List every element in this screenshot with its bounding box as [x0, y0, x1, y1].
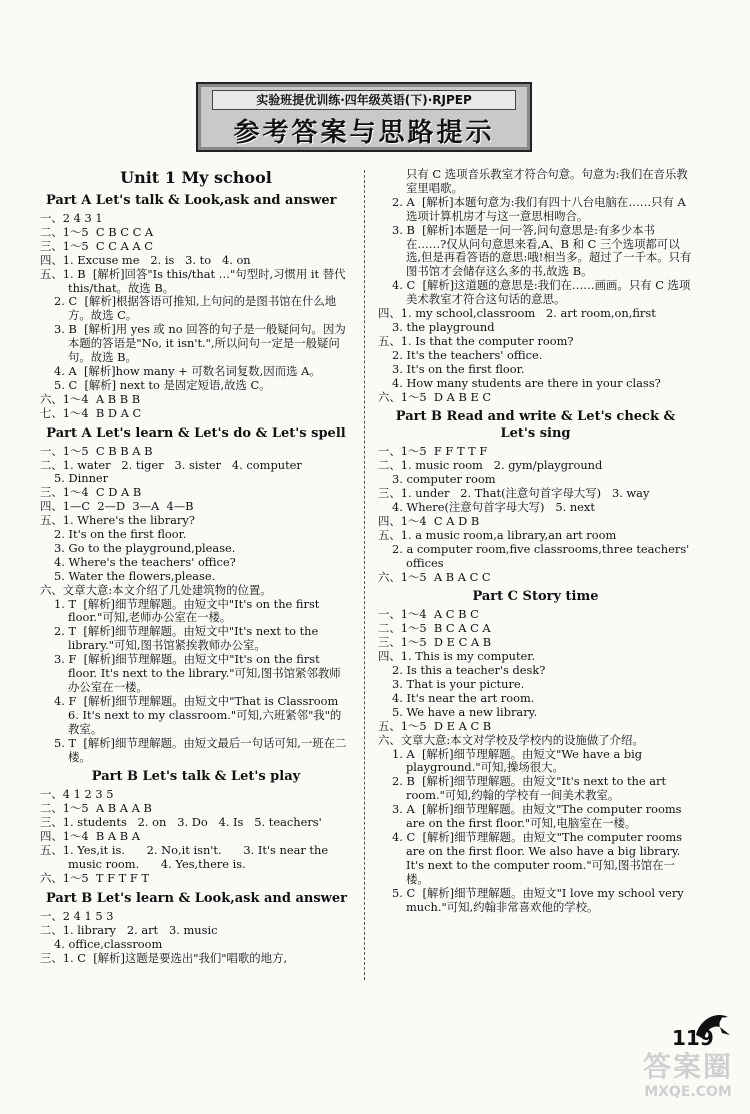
answer-line: 三、1. C [解析]这题是要选出"我们"唱歌的地方,	[40, 950, 288, 965]
answer-line: 2. T [解析]细节理解题。由短文中"It's next to the library."可知,图书馆紧挨教师办公室。	[54, 624, 322, 653]
answer-line: 一、2 4 1 5 3	[40, 908, 114, 923]
answer-line: 5. Water the flowers,please.	[54, 568, 216, 583]
answer-line: 一、1～4 A C B C	[378, 607, 479, 622]
answer-line: 一、2 4 3 1	[40, 211, 103, 225]
answer-line: 三、1～4 C D A B	[40, 485, 142, 500]
answer-line: 五、1～5 D E A C B	[378, 718, 492, 733]
answer-line: 一、1～5 F F T T F	[378, 444, 488, 459]
answer-line: 5. T [解析]细节理解题。由短文最后一句话可知,一班在二楼。	[54, 735, 347, 764]
answer-line: 二、1. music room 2. gym/playground	[378, 458, 603, 473]
section-heading: Part B Let's talk & Let's play	[91, 769, 301, 785]
column-divider	[364, 170, 365, 980]
answer-line: 二、1～5 C B C C A	[40, 224, 154, 239]
answer-line: 三、1～5 C C A A C	[40, 238, 153, 253]
answer-line: 四、1. This is my computer.	[378, 649, 536, 664]
answer-line: 3. A [解析]细节理解题。由短文"The computer rooms are on the first floor."可知,电脑室在一楼。	[392, 802, 686, 831]
answer-line: 2. a computer room,five classrooms,three teachers' offices	[392, 541, 693, 570]
answer-block	[378, 168, 693, 404]
answer-line: 一、1～5 C B B A B	[40, 443, 153, 458]
answer-line: 二、1～5 A B A A B	[40, 801, 152, 816]
answer-line: 4. How many students are there in your class?	[392, 375, 661, 390]
section-heading: Part C Story time	[472, 589, 599, 605]
answer-line: 三、1～5 D E C A B	[378, 635, 492, 650]
section-heading: Part A Let's learn & Let's do & Let's spell	[46, 425, 346, 441]
answer-line: 5. Dinner	[54, 471, 109, 486]
answer-line: 四、1～4 B A B A	[40, 829, 140, 844]
answer-line: 3. It's on the first floor.	[392, 361, 525, 376]
answer-line: 四、1～4 C A D B	[378, 513, 480, 528]
answer-block	[378, 445, 693, 584]
answer-line: 六、1～5 A B A C C	[378, 569, 491, 584]
answer-line: 六、文章大意:本文对学校及学校内的设施做了介绍。	[378, 732, 644, 747]
watermark	[628, 1050, 748, 1110]
answer-line: 五、1. B [解析]回答"Is this/that …"句型时,习惯用 it 替代 this/that。故选 B。	[40, 266, 350, 295]
watermark-logo: 答案圈	[642, 1050, 733, 1083]
answer-line: 2. It's the teachers' office.	[392, 347, 543, 362]
answer-block	[40, 788, 352, 885]
answer-block	[378, 608, 693, 914]
page-title: 参考答案与思路提示	[233, 118, 495, 148]
answer-line: 3. F [解析]细节理解题。由短文中"It's on the first floor. It's next to the library."可知,图书馆紧邻教师办公室在一楼。	[54, 652, 341, 694]
watermark-url: MXQE.COM	[644, 1084, 732, 1100]
answer-line: 四、1—C 2—D 3—A 4—B	[40, 499, 194, 514]
answer-line: 2. B [解析]细节理解题。由短文"It's next to the art room."可知,约翰的学校有一间美术教室。	[392, 774, 670, 803]
answer-line: 六、1～5 D A B E C	[378, 389, 492, 404]
answer-line: 五、1. a music room,a library,an art room	[378, 527, 617, 542]
answer-line: 4. It's near the art room.	[392, 690, 535, 705]
answer-block	[40, 445, 352, 765]
answer-line: 四、1. my school,classroom 2. art room,on,first	[378, 306, 656, 321]
answer-line: 五、1. Yes,it is. 2. No,it isn't. 3. It's near the music room. 4. Yes,there is.	[40, 843, 332, 871]
section-heading: Part B Read and write & Let's check & Let's sing	[395, 409, 676, 442]
answer-line: 5. C [解析]细节理解题。由短文"I love my school very much."可知,约翰非常喜欢他的学校。	[392, 885, 688, 914]
answer-line: 四、1. Excuse me 2. is 3. to 4. on	[40, 252, 251, 267]
answer-line: 4. Where(注意句首字母大写) 5. next	[392, 500, 595, 515]
answer-line: 一、4 1 2 3 5	[40, 787, 114, 802]
answer-line: 三、1. students 2. on 3. Do 4. Is 5. teachers'	[40, 815, 322, 830]
answer-line: 1. A [解析]细节理解题。由短文"We have a big playground."可知,操场很大。	[392, 746, 646, 775]
book-subtitle: 实验班提优训练·四年级英语(下)·RJPEP	[212, 90, 516, 110]
answer-line: 1. T [解析]细节理解题。由短文中"It's on the first floor."可知,老师办公室在一楼。	[54, 596, 323, 625]
answer-line: 4. office,classroom	[54, 936, 163, 951]
answer-line: 六、文章大意:本文介绍了几处建筑物的位置。	[40, 582, 272, 597]
answer-line: 3. That is your picture.	[392, 677, 525, 691]
answer-line: 5. C [解析] next to 是固定短语,故选 C。	[54, 377, 271, 392]
answer-line: 只有 C 选项音乐教室才符合句意。句意为:我们在音乐教室里唱歌。	[406, 167, 688, 195]
answer-line: 六、1～5 T F T F T	[40, 870, 149, 885]
answer-line: 2. It's on the first floor.	[54, 527, 187, 542]
left-column	[40, 168, 352, 965]
answer-line: 5. We have a new library.	[392, 704, 538, 719]
answer-line: 4. Where's the teachers' office?	[54, 554, 236, 569]
answer-line: 二、1～5 B C A C A	[378, 621, 491, 636]
answer-block	[40, 212, 352, 421]
answer-line: 3. B [解析]本题是一问一答,问句意思是:有多少本书在……?仅从问句意思来看,A、B 和 C 三个选项都可以选,但是再看答语的意思:哦!相当多。超过了一千本。只有图书馆才会储存这么多的书,故选 B。	[392, 222, 692, 279]
section-heading: Part B Let's learn & Look,ask and answer	[46, 890, 347, 906]
answer-line: 2. Is this a teacher's desk?	[392, 663, 546, 678]
answer-line: 七、1～4 B D A C	[40, 405, 142, 420]
right-column	[378, 168, 693, 914]
answer-line: 六、1～4 A B B B	[40, 391, 141, 406]
unit-title: Unit 1 My school	[120, 168, 272, 187]
answer-line: 4. C [解析]细节理解题。由短文"The computer rooms are on the first floor. We also have a big library. It's next to the computer room."可知,图书馆在一楼。	[392, 829, 686, 886]
answer-line: 五、1. Is that the computer room?	[378, 333, 574, 348]
answer-line: 3. B [解析]用 yes 或 no 回答的句子是一般疑问句。因为本题的答语是"No, it isn't.",所以问句一定是一般疑问句。故选 B。	[54, 322, 346, 365]
answer-line: 三、1. under 2. That(注意句首字母大写) 3. way	[378, 486, 650, 501]
answer-line: 2. A [解析]本题句意为:我们有四十八台电脑在……只有 A 选项计算机房才与这一意思相吻合。	[392, 194, 690, 223]
section-heading: Part A Let's talk & Look,ask and answer	[46, 193, 337, 208]
answer-line: 五、1. Where's the library?	[40, 513, 195, 528]
answer-line: 2. C [解析]根据答语可推知,上句问的是图书馆在什么地方。故选 C。	[54, 294, 337, 323]
answer-block	[40, 910, 352, 966]
answer-line: 二、1. library 2. art 3. music	[40, 922, 218, 937]
answer-line: 3. the playground	[392, 319, 495, 334]
answer-line: 4. C [解析]这道题的意思是:我们在……画画。只有 C 选项美术教室才符合这句话的意思。	[392, 278, 691, 307]
answer-line: 3. computer room	[392, 472, 496, 487]
header-banner	[196, 82, 532, 152]
answer-line: 3. Go to the playground,please.	[54, 540, 236, 555]
answer-line: 二、1. water 2. tiger 3. sister 4. computer	[40, 457, 302, 472]
answer-line: 4. F [解析]细节理解题。由短文中"That is Classroom 6. It's next to my classroom."可知,六班紧邻"我"的教室。	[54, 693, 342, 736]
answer-line: 4. A [解析]how many + 可数名词复数,因而选 A。	[54, 363, 321, 378]
page-number: 119	[672, 1026, 714, 1050]
